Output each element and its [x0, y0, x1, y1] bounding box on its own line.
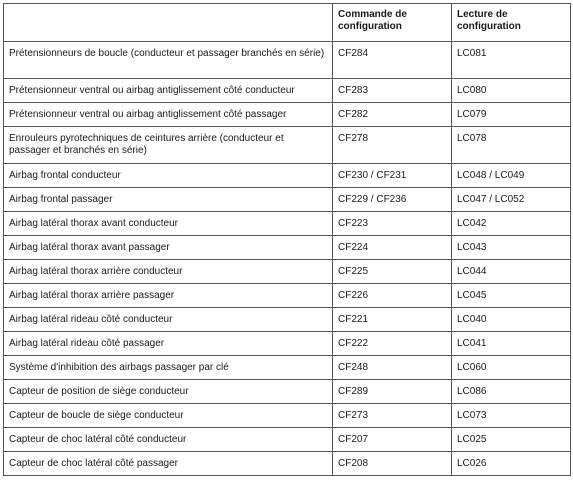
commande-cell: CF278 — [333, 127, 452, 164]
commande-cell: CF284 — [333, 42, 452, 79]
table-row — [4, 42, 571, 79]
table-row — [4, 332, 571, 356]
component-cell: Airbag latéral thorax avant passager — [4, 236, 333, 260]
lecture-cell: LC080 — [452, 79, 571, 103]
header-component — [4, 4, 333, 42]
table-row — [4, 188, 571, 212]
lecture-cell: LC043 — [452, 236, 571, 260]
table-row — [4, 79, 571, 103]
header-lecture: Lecture de configuration — [452, 4, 571, 42]
table-row — [4, 164, 571, 188]
commande-cell: CF230 / CF231 — [333, 164, 452, 188]
component-cell: Airbag latéral rideau côté passager — [4, 332, 333, 356]
component-cell: Airbag latéral thorax arrière conducteur — [4, 260, 333, 284]
component-cell: Prétensionneurs de boucle (conducteur et passager branchés en série) — [4, 42, 333, 79]
lecture-cell: LC041 — [452, 332, 571, 356]
lecture-cell: LC025 — [452, 428, 571, 452]
lecture-cell: LC079 — [452, 103, 571, 127]
table-row — [4, 212, 571, 236]
commande-cell: CF225 — [333, 260, 452, 284]
component-cell: Airbag latéral rideau côté conducteur — [4, 308, 333, 332]
table-row — [4, 356, 571, 380]
component-cell: Airbag frontal conducteur — [4, 164, 333, 188]
component-cell: Enrouleurs pyrotechniques de ceintures arrière (conducteur et passager et branchés en série) — [4, 127, 333, 164]
component-cell: Prétensionneur ventral ou airbag antiglissement côté conducteur — [4, 79, 333, 103]
lecture-cell: LC073 — [452, 404, 571, 428]
component-cell: Capteur de choc latéral côté passager — [4, 452, 333, 476]
component-cell: Capteur de boucle de siège conducteur — [4, 404, 333, 428]
table-row — [4, 284, 571, 308]
component-cell: Airbag latéral thorax arrière passager — [4, 284, 333, 308]
table-row — [4, 127, 571, 164]
commande-cell: CF208 — [333, 452, 452, 476]
lecture-cell: LC045 — [452, 284, 571, 308]
table-row — [4, 380, 571, 404]
table-row — [4, 452, 571, 476]
lecture-cell: LC042 — [452, 212, 571, 236]
lecture-cell: LC026 — [452, 452, 571, 476]
component-cell: Capteur de position de siège conducteur — [4, 380, 333, 404]
commande-cell: CF207 — [333, 428, 452, 452]
table-row — [4, 103, 571, 127]
commande-cell: CF283 — [333, 79, 452, 103]
commande-cell: CF273 — [333, 404, 452, 428]
commande-cell: CF221 — [333, 308, 452, 332]
table-row — [4, 308, 571, 332]
component-cell: Airbag frontal passager — [4, 188, 333, 212]
component-cell: Prétensionneur ventral ou airbag antiglissement côté passager — [4, 103, 333, 127]
table-body — [4, 42, 571, 476]
table-row — [4, 236, 571, 260]
table-header-row — [4, 4, 571, 42]
commande-cell: CF222 — [333, 332, 452, 356]
component-cell: Capteur de choc latéral côté conducteur — [4, 428, 333, 452]
lecture-cell: LC048 / LC049 — [452, 164, 571, 188]
header-commande: Commande de configuration — [333, 4, 452, 42]
lecture-cell: LC081 — [452, 42, 571, 79]
commande-cell: CF223 — [333, 212, 452, 236]
commande-cell: CF226 — [333, 284, 452, 308]
commande-cell: CF224 — [333, 236, 452, 260]
configuration-table-container — [3, 3, 571, 476]
commande-cell: CF248 — [333, 356, 452, 380]
lecture-cell: LC047 / LC052 — [452, 188, 571, 212]
component-cell: Airbag latéral thorax avant conducteur — [4, 212, 333, 236]
component-cell: Système d'inhibition des airbags passager par clé — [4, 356, 333, 380]
table-row — [4, 260, 571, 284]
table-row — [4, 404, 571, 428]
lecture-cell: LC086 — [452, 380, 571, 404]
lecture-cell: LC044 — [452, 260, 571, 284]
commande-cell: CF289 — [333, 380, 452, 404]
table-row — [4, 428, 571, 452]
lecture-cell: LC078 — [452, 127, 571, 164]
commande-cell: CF229 / CF236 — [333, 188, 452, 212]
lecture-cell: LC040 — [452, 308, 571, 332]
commande-cell: CF282 — [333, 103, 452, 127]
configuration-table — [3, 3, 571, 476]
lecture-cell: LC060 — [452, 356, 571, 380]
